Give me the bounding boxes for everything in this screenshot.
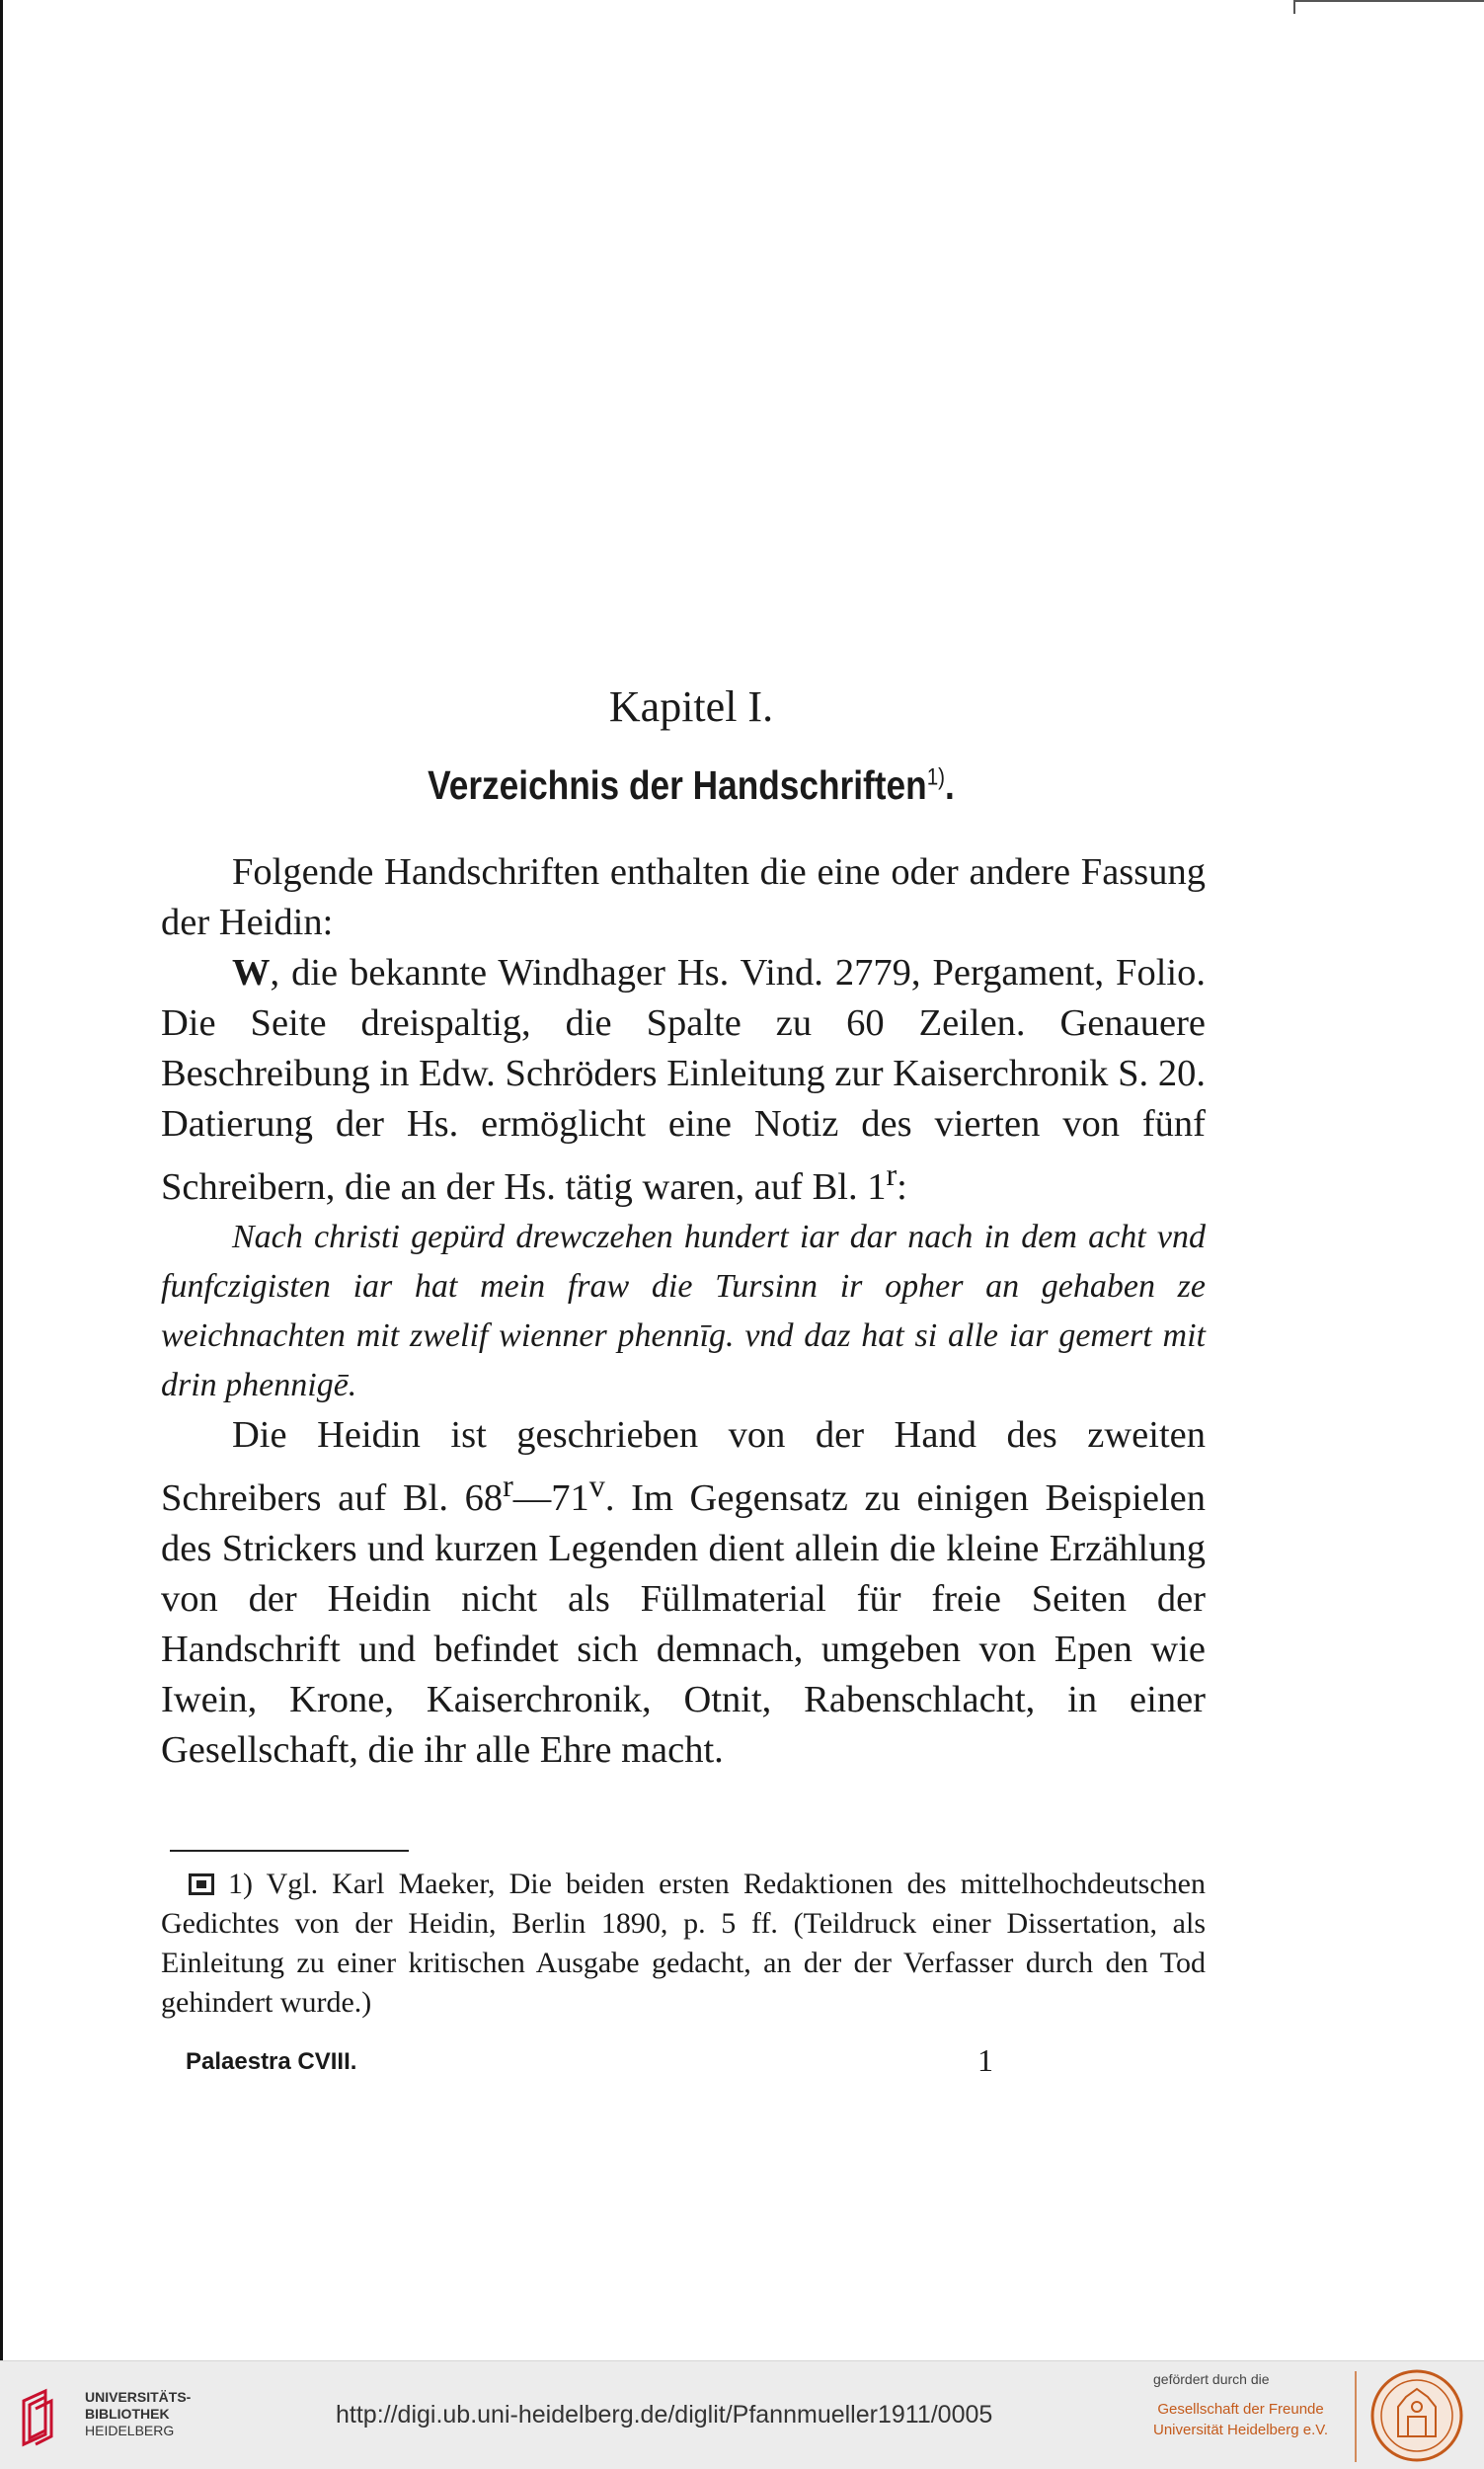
viewer-footer bbox=[0, 2360, 1484, 2469]
scan-border-left bbox=[0, 0, 3, 2360]
body-text bbox=[161, 847, 1206, 1776]
folio-recto-marker-2: r bbox=[503, 1467, 513, 1503]
printer-signature: Palaestra CVIII. bbox=[186, 2048, 357, 2075]
folio-range-dash: —71 bbox=[512, 1476, 589, 1519]
library-name[interactable] bbox=[85, 2389, 191, 2439]
footnote-rule bbox=[170, 1850, 409, 1852]
sponsor-line1: Gesellschaft der Freunde bbox=[1157, 2401, 1324, 2418]
sponsor-name[interactable] bbox=[1153, 2399, 1328, 2440]
colon: : bbox=[897, 1165, 907, 1208]
permalink-url[interactable]: http://digi.ub.uni-heidelberg.de/diglit/Pfannmueller1911/0005 bbox=[336, 2401, 993, 2429]
heidin-text-b: . Im Gegensatz zu einigen Beispielen des Strickers und kurzen Legenden dient allein die kleine Erzählung von der Heidin nicht als Füllmaterial für freie Seiten der Handschrift und befindet sich demnach, umgeben von Epen wie Iwein, Krone, Kaiserchronik, Otnit, Rabenschlacht, in einer Gesellschaft, die ihr alle Ehre macht. bbox=[161, 1476, 1206, 1771]
paragraph-heidin bbox=[161, 1410, 1206, 1776]
footnote bbox=[161, 1865, 1206, 2023]
folio-verso-marker: v bbox=[588, 1467, 605, 1503]
paragraph-intro: Folgende Handschriften enthalten die eine oder andere Fassung der Heidin: bbox=[161, 851, 1206, 943]
scan-border-corner bbox=[1293, 0, 1295, 14]
university-library-logo-icon[interactable] bbox=[16, 2387, 65, 2448]
page-number: 1 bbox=[977, 2042, 993, 2078]
footnote-link-icon[interactable] bbox=[189, 1873, 214, 1895]
siglum-w: W bbox=[232, 952, 271, 994]
library-name-line1: UNIVERSITÄTS- bbox=[85, 2389, 192, 2405]
scan-border-top-right bbox=[1293, 0, 1484, 2]
heidin-text-a: Die Heidin ist geschrieben von der Hand des zweiten Schreibers auf Bl. 68 bbox=[161, 1413, 1206, 1519]
manuscript-w-description: , die bekannte Windhager Hs. Vind. 2779, Pergament, Folio. Die Seite dreispaltig, die Spalte zu 60 Zeilen. Genauere Beschreibung in Edw. Schröders Einleitung zur Kaiserchronik S. 20. Datierung der Hs. ermöglicht eine Notiz des vierten von fünf Schreibern, die an der Hs. tätig waren, auf Bl. 1 bbox=[161, 952, 1206, 1208]
paragraph-manuscript-w bbox=[161, 948, 1206, 1213]
library-name-line3: HEIDELBERG bbox=[85, 2423, 175, 2438]
folio-recto-marker: r bbox=[886, 1156, 898, 1192]
quotation-text: Nach christi gepürd drewczehen hundert iar dar nach in dem acht vnd funfczigisten iar hat mein fraw die Tursinn ir opher an gehaben ze weichnachten mit zwelif wienner phennīg. vnd daz hat si alle iar gemert mit drin phennigē. bbox=[161, 1218, 1206, 1403]
footnote-text: 1) Vgl. Karl Maeker, Die beiden ersten Redaktionen des mittelhochdeutschen Gedichtes von der Heidin, Berlin 1890, p. 5 ff. (Teildruck einer Dissertation, als Einleitung zu einer kritischen Ausgabe gedacht, an der der Verfasser durch den Tod gehindert wurde.) bbox=[161, 1868, 1206, 2019]
sponsor-label: gefördert durch die bbox=[1153, 2371, 1270, 2387]
library-name-line2: BIBLIOTHEK bbox=[85, 2406, 170, 2422]
section-title: Verzeichnis der Handschriften$^{1)}$. bbox=[428, 762, 955, 808]
quotation bbox=[161, 1213, 1206, 1410]
footnote-marker[interactable]: 1) bbox=[926, 763, 946, 791]
footer-divider bbox=[1355, 2371, 1357, 2462]
chapter-heading: Kapitel I. bbox=[608, 682, 774, 731]
sponsor-line2: Universität Heidelberg e.V. bbox=[1153, 2422, 1329, 2438]
section-title-text: Verzeichnis der Handschriften bbox=[428, 762, 927, 808]
university-seal-icon[interactable] bbox=[1368, 2367, 1465, 2464]
